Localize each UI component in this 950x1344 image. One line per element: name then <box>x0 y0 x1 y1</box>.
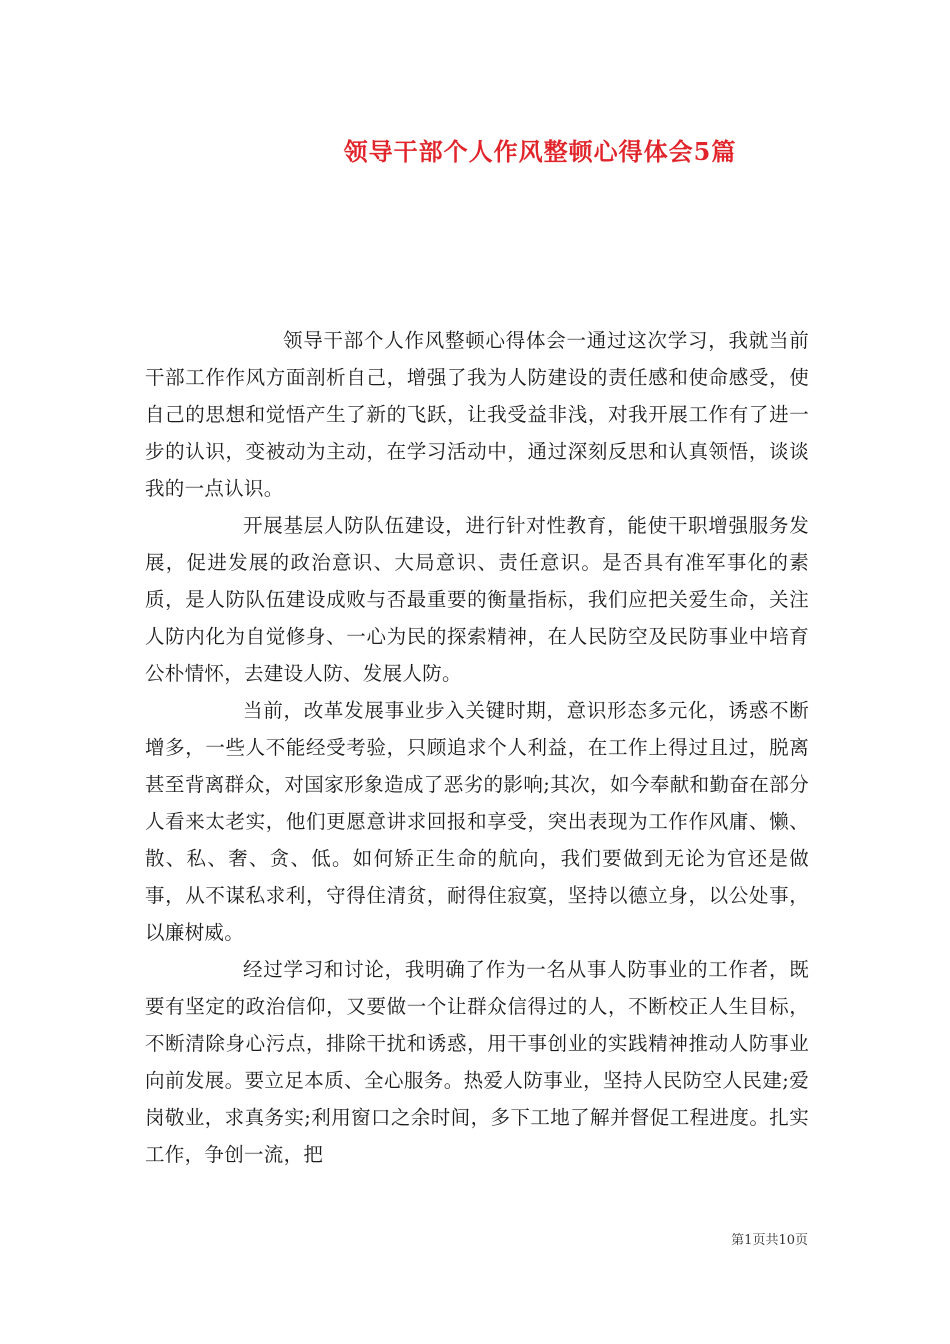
document-body <box>145 322 809 1173</box>
paragraph-1: 领导干部个人作风整顿心得体会一通过这次学习，我就当前干部工作作风方面剖析自己，增强了我为人防建设的责任感和使命感受，使自己的思想和觉悟产生了新的飞跃，让我受益非浅，对我开展工作有了进一步的认识，变被动为主动，在学习活动中，通过深刻反思和认真领悟，谈谈我的一点认识。 <box>145 329 809 500</box>
paragraph-3: 当前，改革发展事业步入关键时期，意识形态多元化，诱惑不断增多，一些人不能经受考验，只顾追求个人利益，在工作上得过且过，脱离甚至背离群众，对国家形象造成了恶劣的影响;其次，如今奉献和勤奋在部分人看来太老实，他们更愿意讲求回报和享受，突出表现为工作作风庸、懒、散、私、奢、贪、低。如何矫正生命的航向，我们要做到无论为官还是做事，从不谋私求利，守得住清贫，耐得住寂寞，坚持以德立身，以公处事，以廉树威。 <box>145 699 809 944</box>
paragraph-2: 开展基层人防队伍建设，进行针对性教育，能使干职增强服务发展，促进发展的政治意识、大局意识、责任意识。是否具有准军事化的素质，是人防队伍建设成败与否最重要的衡量指标，我们应把关爱生命，关注人防内化为自觉修身、一心为民的探索精神，在人民防空及民防事业中培育公朴情怀，去建设人防、发展人防。 <box>145 514 809 685</box>
document-title: 领导干部个人作风整顿心得体会5篇 <box>343 137 737 166</box>
paragraph-4: 经过学习和讨论，我明确了作为一名从事人防事业的工作者，既要有坚定的政治信仰，又要做一个让群众信得过的人，不断校正人生目标，不断清除身心污点，排除干扰和诱惑，用干事创业的实践精神推动人防事业向前发展。要立足本质、全心服务。热爱人防事业，坚持人民防空人民建;爱岗敬业，求真务实;利用窗口之余时间，多下工地了解并督促工程进度。扎实工作，争创一流，把 <box>145 958 809 1166</box>
page-number-footer: 第1页共10页 <box>731 1233 808 1248</box>
